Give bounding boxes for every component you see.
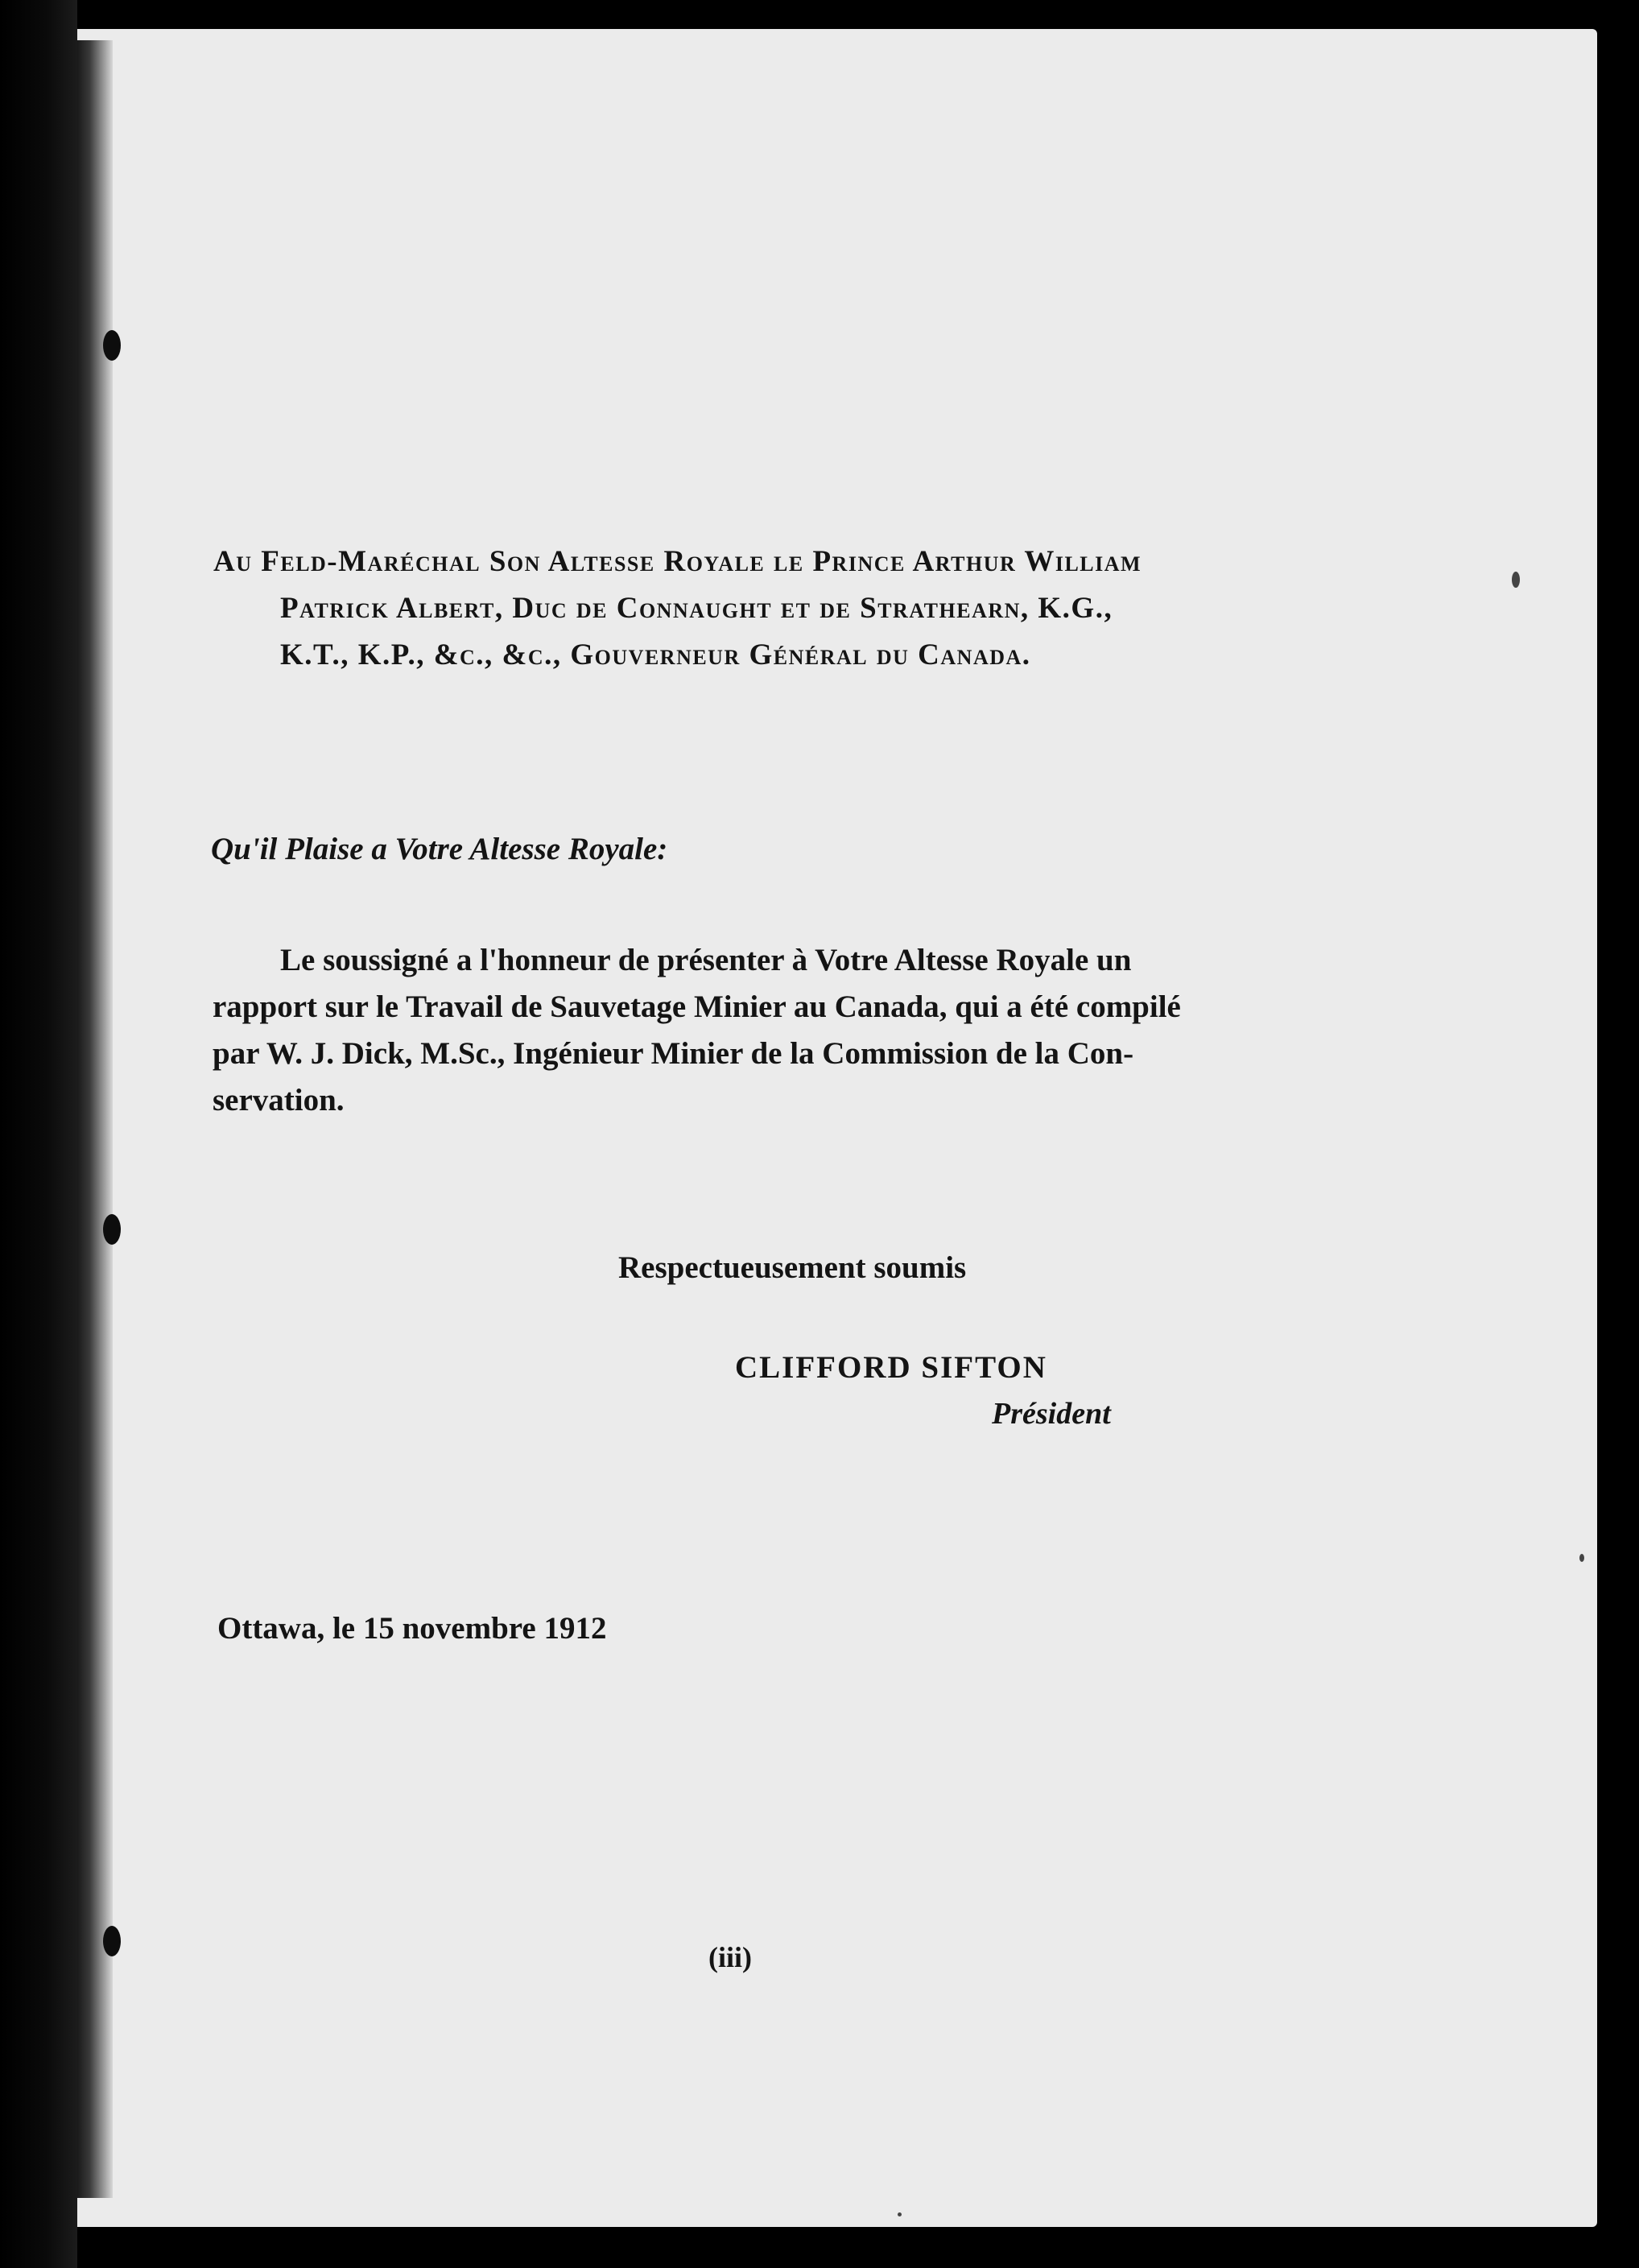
body-line-2: rapport sur le Travail de Sauvetage Minier au Canada, qui a été compilé xyxy=(213,989,1181,1024)
salutation: Qu'il Plaise a Votre Altesse Royale: xyxy=(211,832,668,866)
closing: Respectueusement soumis xyxy=(618,1250,967,1285)
address-line-2: Patrick Albert, Duc de Connaught et de Strathearn, K.G., xyxy=(280,592,1113,625)
page-binding xyxy=(77,40,113,2198)
body-line-3: par W. J. Dick, M.Sc., Ingénieur Minier de la Commission de la Con- xyxy=(213,1036,1134,1071)
signatory-name: CLIFFORD SIFTON xyxy=(735,1350,1047,1385)
binding-hole xyxy=(103,1214,121,1245)
dateline: Ottawa, le 15 novembre 1912 xyxy=(217,1611,607,1646)
page-number: (iii) xyxy=(708,1941,752,1973)
address-line-3: K.T., K.P., &c., &c., Gouverneur Général du Canada. xyxy=(280,638,1031,671)
scan-border xyxy=(0,0,77,2268)
scan-speck xyxy=(898,2212,902,2216)
scan-speck xyxy=(1579,1554,1584,1562)
signatory-title: Président xyxy=(992,1397,1111,1431)
body-line-1: Le soussigné a l'honneur de présenter à Votre Altesse Royale un xyxy=(280,943,1132,977)
binding-hole xyxy=(103,1926,121,1956)
paper-sheet xyxy=(77,29,1597,2227)
body-line-4: servation. xyxy=(213,1083,345,1117)
address-line-1: Au Feld-Maréchal Son Altesse Royale le Prince Arthur William xyxy=(213,545,1142,578)
scan-speck xyxy=(1512,572,1520,588)
binding-hole xyxy=(103,330,121,361)
